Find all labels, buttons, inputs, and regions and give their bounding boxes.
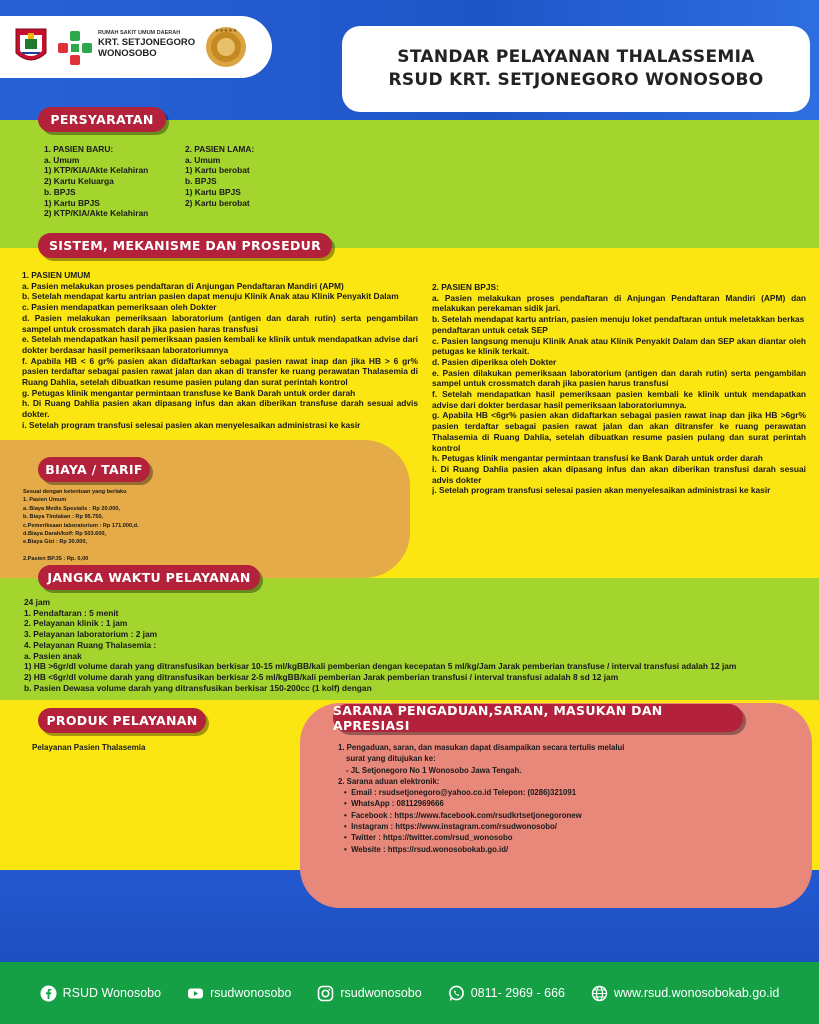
- sarana-content: [338, 742, 778, 855]
- biaya-heading: BIAYA / TARIF: [38, 457, 150, 482]
- footer-facebook-label: RSUD Wonosobo: [62, 986, 162, 1000]
- list-item: 2. PASIEN BPJS:: [432, 282, 499, 292]
- footer-youtube[interactable]: [187, 985, 291, 1002]
- footer-whatsapp[interactable]: [448, 985, 565, 1002]
- sistem-heading: SISTEM, MEKANISME DAN PROSEDUR: [38, 233, 332, 258]
- list-item: 1) Kartu berobat: [185, 165, 250, 176]
- sarana-intro-2: surat yang ditujukan ke:: [346, 754, 436, 764]
- list-item: h. Di Ruang Dahlia pasien akan dipasang infus dan akan diberikan transfuse darah sesuai advis dokter.: [22, 398, 418, 420]
- list-item: a. Biaya Medis Spesialis : Rp 20.000,: [23, 505, 121, 512]
- list-item: 1) Kartu BPJS: [185, 186, 241, 197]
- sarana-address: - JL Setjonegoro No 1 Wonosobo Jawa Tengah.: [346, 765, 522, 775]
- accreditation-badge-icon: [203, 24, 249, 70]
- page-title-line-1: STANDAR PELAYANAN THALASSEMIA: [397, 47, 755, 67]
- jangka-heading: JANGKA WAKTU PELAYANAN: [38, 565, 260, 590]
- list-item: b. BPJS: [185, 176, 217, 187]
- list-item: d. Pasien diperiksa oleh Dokter: [432, 356, 557, 367]
- sarana-items: [338, 787, 778, 855]
- list-item: a. Pasien melakukan proses pendaftaran di Anjungan Pendaftaran Mandiri (APM) dan melakukan perekaman sidik jari.: [432, 292, 806, 314]
- sistem-bpjs-list: [432, 282, 806, 496]
- list-item: 1. PASIEN UMUM: [22, 270, 91, 280]
- list-item: 1. Pendaftaran : 5 menit: [24, 607, 119, 618]
- hospital-name-block: [98, 29, 208, 59]
- jangka-list: [24, 597, 804, 693]
- hospital-small-label: RUMAH SAKIT UMUM DAERAH: [98, 30, 181, 36]
- list-item: Sesuai dengan ketentuan yang berlaku: [23, 489, 127, 495]
- list-item: 1) KTP/KIA/Akte Kelahiran: [44, 165, 149, 176]
- sarana-twitter[interactable]: Twitter : https://twitter.com/rsud_wonosobo: [351, 833, 513, 843]
- list-item: a. Umum: [185, 154, 221, 165]
- list-item: [344, 787, 778, 798]
- title-card: [342, 26, 810, 112]
- list-item: b. Setelah mendapat kartu antrian pasien dapat menuju Klinik Anak atau Klinik Penyakit Dalam: [22, 291, 399, 302]
- produk-heading: PRODUK PELAYANAN: [38, 708, 206, 733]
- list-item: d.Biaya Darah/kolf: Rp 503.600,: [23, 531, 107, 538]
- list-item: 24 jam: [24, 597, 51, 607]
- biaya-list: [23, 488, 223, 564]
- list-item: 1. Pasien Umum: [23, 497, 67, 504]
- list-item: 2.Pasien BPJS : Rp. 0,00: [23, 556, 89, 563]
- list-item: 2) Kartu berobat: [185, 197, 250, 208]
- hospital-name-line-1: KRT. SETJONEGORO: [98, 37, 196, 48]
- list-item: 1) Kartu BPJS: [44, 197, 100, 208]
- list-item: g. Apabila HB <6gr% pasien akan didaftarkan sebagai pasien rawat inap dan jika HB >6gr% pasien terdaftar sebagai pasien rawat jalan dan akan ditransfer ke ruang perawatan Thalasemia di Ruang Dahlia, setelah dibuatkan resume pasien pulang dan surat perintah kontrol: [432, 410, 806, 453]
- list-item: i. Di Ruang Dahlia pasien akan dipasang infus dan akan diberikan transfusi darah sesuai advis dokter: [432, 463, 806, 485]
- footer-website-label: www.rsud.wonosobokab.go.id: [613, 986, 780, 1000]
- list-item: b. BPJS: [44, 186, 76, 197]
- bullet-icon: •: [344, 833, 352, 843]
- list-item: a. Umum: [44, 154, 80, 165]
- list-item: d. Pasien melakukan pemeriksaan laboratorium (antigen dan darah rutin) serta pengambilan sampel untuk crossmatch darah jika pasien haras transfusi: [22, 312, 418, 334]
- list-item: 2. PASIEN LAMA:: [185, 144, 255, 154]
- persyaratan-baru-list: [44, 144, 184, 219]
- footer-youtube-label: rsudwonosobo: [210, 986, 292, 1000]
- list-item: 2) HB <6gr/dl volume darah yang ditransfusikan berkisar 2-5 ml/kgBB/kali pemberian Jarak pemberian transfusi / interval transfusi adalah 8 sd 12 jam: [24, 671, 619, 682]
- sarana-facebook[interactable]: Facebook : https://www.facebook.com/rsudkrtsetjonegoronew: [351, 810, 582, 820]
- list-item: [344, 832, 778, 843]
- whatsapp-icon: [448, 985, 465, 1002]
- list-item: b. Biaya Tindakan : Rp 95.750,: [23, 514, 104, 521]
- footer-website[interactable]: [591, 985, 779, 1002]
- globe-icon: [591, 985, 608, 1002]
- list-item: e. Pasien dilakukan pemeriksaan laboratorium (antigen dan darah rutin) serta pengambilan sampel untuk crossmatch darah jika pasien harus transfusi: [432, 367, 806, 389]
- bullet-icon: •: [344, 810, 352, 820]
- persyaratan-heading: PERSYARATAN: [38, 107, 166, 132]
- list-item: c. Pasien mendapatkan pemeriksaan oleh Dokter: [22, 302, 217, 313]
- list-item: e. Setelah mendapatkan hasil pemeriksaan pasien kembali ke klinik untuk mendapatkan advise dari dokter berdasar hasil pemeriksaan laboratoriumnya: [22, 334, 418, 355]
- list-item: e.Biaya Gizi : Rp 30.000,: [23, 539, 88, 546]
- list-item: 2. Pelayanan klinik : 1 jam: [24, 618, 128, 629]
- list-item: c. Pasien langsung menuju Klinik Anak atau Klinik Penyakit Dalam dan SEP akan diantar oleh petugas ke klinik terkait.: [432, 335, 806, 357]
- sarana-website[interactable]: Website : https://rsud.wonosobokab.go.id/: [351, 844, 509, 854]
- footer-facebook[interactable]: [40, 985, 161, 1002]
- sarana-heading: SARANA PENGADUAN,SARAN, MASUKAN DAN APRESIASI: [333, 704, 743, 732]
- sarana-intro-1: 1. Pengaduan, saran, dan masukan dapat disampaikan secara tertulis melalui: [338, 743, 625, 752]
- hospital-name-line-2: WONOSOBO: [98, 48, 157, 59]
- list-item: [344, 821, 778, 832]
- regency-crest-icon: [14, 27, 48, 67]
- list-item: f. Setelah mendapatkan hasil pemeriksaan pasien kembali ke klinik untuk mendapatkan advise dari dokter berdasar hasil pemeriksaan laboratoriumnya.: [432, 389, 806, 410]
- hospital-logo-icon: [56, 29, 94, 67]
- list-item: b. Pasien Dewasa volume darah yang ditransfusikan berkisar 150-200cc (1 kolf) dengan: [24, 682, 372, 693]
- list-item: i. Setelah program transfusi selesai pasien akan menyelesaikan administrasi ke kasir: [22, 419, 361, 430]
- list-item: [344, 844, 778, 855]
- list-item: [344, 810, 778, 821]
- instagram-icon: [317, 985, 334, 1002]
- list-item: b. Setelah mendapat kartu antrian, pasien menuju loket pendaftaran untuk meletakkan berkas: [432, 314, 805, 325]
- bullet-icon: •: [344, 844, 352, 854]
- sarana-email[interactable]: Email : rsudsetjonegoro@yahoo.co.id Telepon: (0286)321091: [351, 788, 577, 798]
- footer-instagram[interactable]: [317, 985, 421, 1002]
- list-item: [344, 798, 778, 809]
- list-item: 2) Kartu Keluarga: [44, 176, 114, 187]
- svg-text:★★★★★: ★★★★★: [214, 28, 238, 34]
- footer-whatsapp-label: 0811- 2969 - 666: [470, 986, 565, 1000]
- list-item: 3. Pelayanan laboratorium : 2 jam: [24, 629, 158, 640]
- bullet-icon: •: [344, 788, 352, 798]
- logo-card: [0, 16, 272, 78]
- produk-text: Pelayanan Pasien Thalasemia: [32, 743, 146, 752]
- list-item: pendaftaran untuk cetak SEP: [432, 324, 548, 335]
- list-item: 1) HB >6gr/dl volume darah yang ditransfusikan berkisar 10-15 ml/kgBB/kali pemberian dengan kecepatan 5 ml/kg/Jam Jarak pemberian transfuse / interval transfusi adalah 12 jam: [24, 661, 737, 672]
- list-item: c.Pemeriksaan laboratorium : Rp 171.000,d.: [23, 522, 139, 529]
- list-item: j. Setelah program transfusi selesai pasien akan menyelesaikan administrasi ke kasir: [432, 485, 771, 496]
- list-item: a. Pasien melakukan proses pendaftaran di Anjungan Pendaftaran Mandiri (APM): [22, 280, 344, 291]
- list-item: 2) KTP/KIA/Akte Kelahiran: [44, 208, 149, 219]
- persyaratan-lama-list: [185, 144, 305, 208]
- list-item: [23, 547, 223, 555]
- page-title-line-2: RSUD KRT. SETJONEGORO WONOSOBO: [388, 70, 764, 90]
- list-item: 1. PASIEN BARU:: [44, 144, 114, 154]
- list-item: a. Pasien anak: [24, 650, 82, 661]
- sistem-umum-list: [22, 270, 418, 431]
- sarana-whatsapp[interactable]: WhatsApp : 08112969666: [351, 799, 444, 809]
- bullet-icon: •: [344, 822, 352, 832]
- sarana-instagram[interactable]: Instagram : https://www.instagram.com/rsudwonosobo/: [351, 822, 557, 832]
- footer-instagram-label: rsudwonosobo: [340, 986, 422, 1000]
- sarana-electronic: 2. Sarana aduan elektronik:: [338, 776, 440, 786]
- list-item: f. Apabila HB < 6 gr% pasien akan didaftarkan sebagai pasien rawat inap dan jika HB > 6 gr% pasien terdaftar sebagai pasien rawat jalan dan akan di transfer ke ruang perawatan Thalasemia di Ruang Dahlia, setelah dibuatkan resume pasien pulang dan surat perintah kontrol: [22, 355, 418, 388]
- list-item: 4. Pelayanan Ruang Thalasemia :: [24, 639, 157, 650]
- list-item: h. Petugas klinik mengantar permintaan transfusi ke Bank Darah untuk order darah: [432, 453, 763, 464]
- list-item: g. Petugas klinik mengantar permintaan transfuse ke Bank Darah untuk order darah: [22, 387, 356, 398]
- footer-bar: [0, 962, 819, 1024]
- bullet-icon: •: [344, 799, 352, 809]
- facebook-icon: [40, 985, 57, 1002]
- youtube-icon: [187, 985, 204, 1002]
